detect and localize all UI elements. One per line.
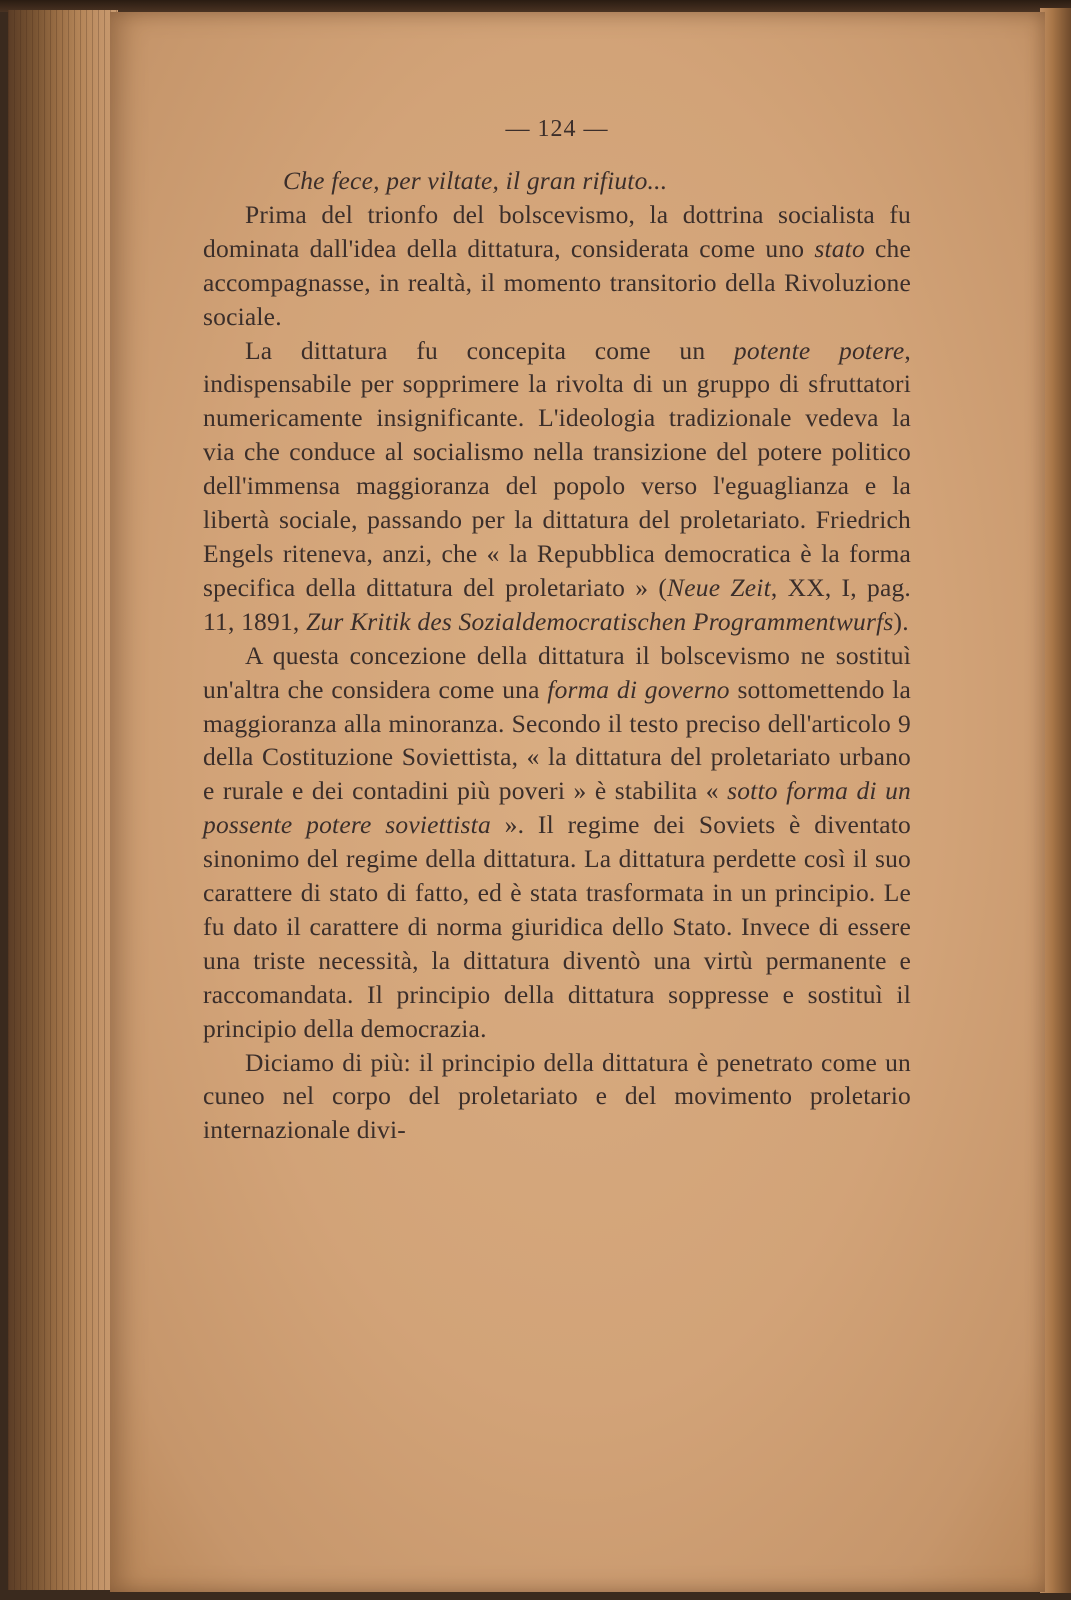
body-text [203,198,911,1147]
text-run: , indispensabile per sopprimere la rivolta di un gruppo di sfruttatori numericamente insignificante. L'ideologia tradizionale vedeva la via che conduce al socialismo nella transizione del potere politico dell'immensa maggioranza del popolo verso l'eguaglianza e la libertà sociale, passando per la dittatura del proletariato. Friedrich Engels riteneva, anzi, che « la Repubblica democratica è la forma specifica della dittatura del proletariato » ( [203,335,911,602]
text-run: sottomettendo la maggioranza alla minoranza. Secondo il testo preciso dell'articolo 9 della Costituzione Soviettista, « la dittatura del proletariato urbano e rurale e dei contadini più poveri » è stabilita « [203,674,911,806]
text-run: che accompagnasse, in realtà, il momento transitorio della Rivoluzione sociale. [203,233,912,331]
page-number: — 124 — [505,116,609,142]
paragraph [203,1046,911,1148]
italic-text: forma di governo [547,674,730,704]
text-run: ». Il regime dei Soviets è diventato sinonimo del regime della dittatura. La dittatura perdette così il suo carattere di stato di fatto, ed è stata trasformata in un principio. Le fu dato il carattere di norma giuridica dello Stato. Invece di essere una triste necessità, la dittatura diventò una virtù permanente e raccomandata. Il principio della dittatura soppresse e sostituì il principio della democrazia. [203,810,912,1043]
italic-text: potente potere [733,335,905,365]
text-run: La dittatura fu concepita come un [245,335,734,365]
paragraph [203,198,911,334]
paragraph [203,334,911,639]
italic-text: sotto forma di un possente potere soviettista [203,776,911,840]
italic-text: Zur Kritik des Sozialdemocratischen Programmentwurfs [306,606,894,636]
text-run: Diciamo di più: il principio della dittatura è penetrato come un cuneo nel corpo del proletariato e del movimento proletario internazionale divi- [203,1047,911,1145]
paragraph [203,639,911,1046]
epigraph-quote: Che fece, per viltate, il gran rifiuto... [283,166,668,195]
page-content [203,112,911,1147]
italic-text: stato [814,233,865,263]
text-run: , XX, I, pag. 11, 1891, [203,572,911,636]
text-run: Prima del trionfo del bolscevismo, la dottrina socialista fu dominata dall'idea della dittatura, considerata come uno [203,199,911,263]
text-run: A questa concezione della dittatura il bolscevismo ne sostituì un'altra che considera come una [203,640,911,704]
text-run: ). [893,606,909,636]
book-spine-edge [8,10,118,1590]
book-top-edge [0,0,1071,12]
italic-text: Neue Zeit [667,572,771,602]
